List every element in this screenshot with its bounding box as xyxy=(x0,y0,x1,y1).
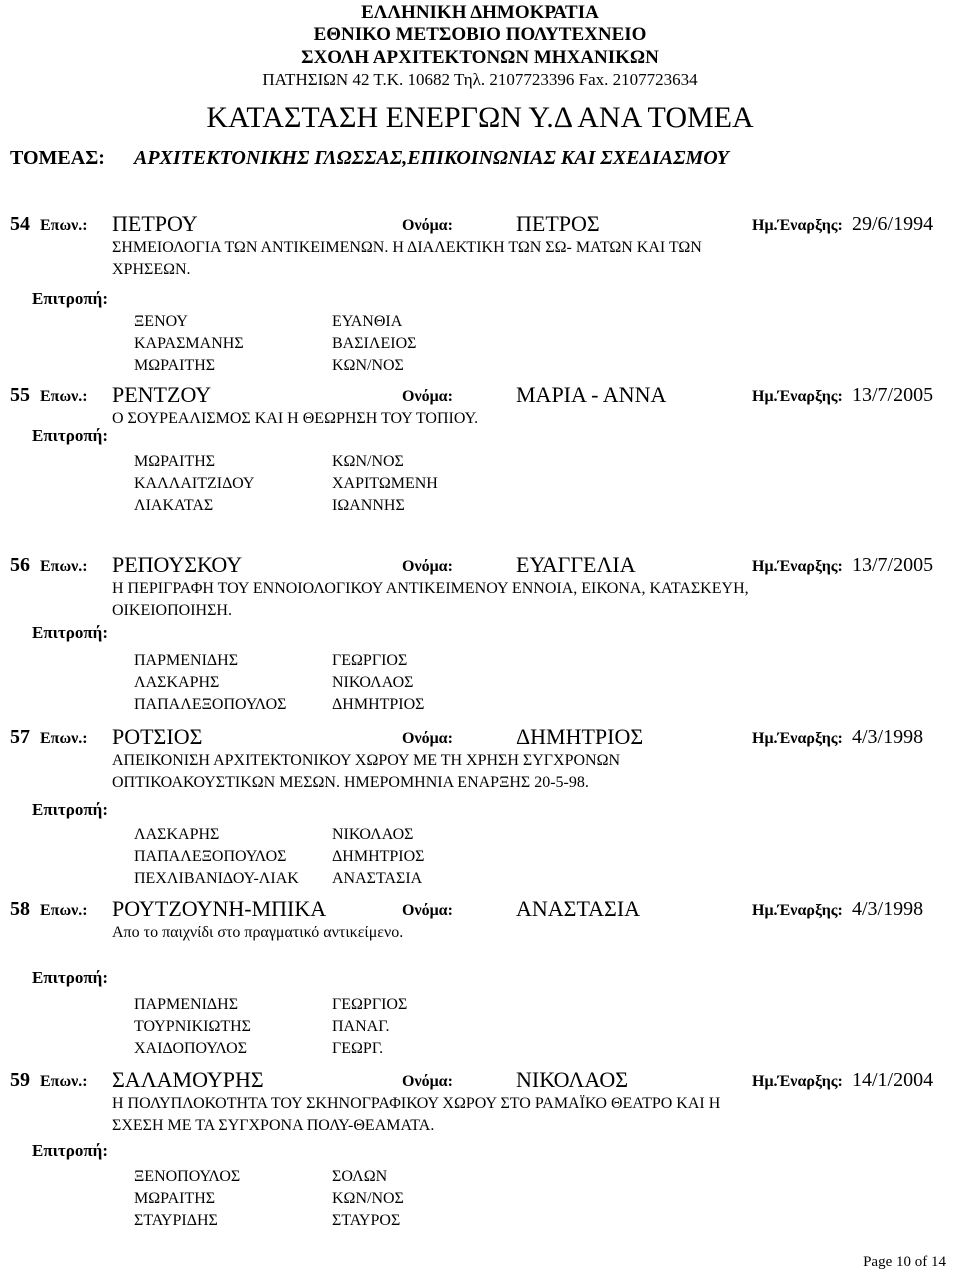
page-number: Page 10 of 14 xyxy=(863,1254,946,1270)
record-number: 58 xyxy=(10,898,30,920)
record-number: 56 xyxy=(10,554,30,576)
committee-member-surname: ΣΤΑΥΡΙΔΗΣ xyxy=(134,1212,218,1229)
committee-member-name: ΑΝΑΣΤΑΣΙΑ xyxy=(332,870,423,887)
committee-label: Επιτροπή: xyxy=(32,968,108,987)
committee-member-name: ΚΩΝ/ΝΟΣ xyxy=(332,357,404,374)
thesis-title-line: ΑΠΕΙΚΟΝΙΣΗ ΑΡΧΙΤΕΚΤΟΝΙΚΟΥ ΧΩΡΟΥ ΜΕ ΤΗ ΧΡΗΣΗ ΣΥΓΧΡΟΝΩΝ xyxy=(112,752,621,769)
thesis-title-line: ΟΙΚΕΙΟΠΟΙΗΣΗ. xyxy=(112,602,232,619)
committee-member-surname: ΠΑΡΜΕΝΙΔΗΣ xyxy=(134,996,239,1013)
committee-member-surname: ΜΩΡΑΙΤΗΣ xyxy=(134,1190,216,1207)
start-date-value: 29/6/1994 xyxy=(852,213,934,235)
surname-label: Επων.: xyxy=(40,388,88,405)
surname-label: Επων.: xyxy=(40,1073,88,1090)
committee-member-surname: ΞΕΝΟΥ xyxy=(134,313,188,330)
thesis-title-line: ΧΡΗΣΕΩΝ. xyxy=(112,261,191,278)
surname-value: ΠΕΤΡΟΥ xyxy=(112,211,198,236)
committee-member-surname: ΠΑΠΑΛΕΞΟΠΟΥΛΟΣ xyxy=(134,848,287,865)
name-value: ΕΥΑΓΓΕΛΙΑ xyxy=(516,552,636,577)
sector-label: ΤΟΜΕΑΣ: xyxy=(10,147,105,169)
committee-member-name: ΔΗΜΗΤΡΙΟΣ xyxy=(332,848,425,865)
thesis-title-line: ΣΗΜΕΙΟΛΟΓΙΑ ΤΩΝ ΑΝΤΙΚΕΙΜΕΝΩΝ. Η ΔΙΑΛΕΚΤΙΚΗ ΤΩΝ ΣΩ- ΜΑΤΩΝ ΚΑΙ ΤΩΝ xyxy=(112,239,702,256)
committee-member-surname: ΠΑΡΜΕΝΙΔΗΣ xyxy=(134,652,239,669)
committee-member-name: ΒΑΣΙΛΕΙΟΣ xyxy=(332,335,417,352)
record-number: 54 xyxy=(10,213,30,235)
committee-member-name: ΣΤΑΥΡΟΣ xyxy=(332,1212,401,1229)
committee-member-surname: ΠΕΧΛΙΒΑΝΙΔΟΥ-ΛΙΑΚ xyxy=(134,870,299,887)
committee-member-name: ΝΙΚΟΛΑΟΣ xyxy=(332,674,414,691)
record-number: 55 xyxy=(10,384,30,406)
surname-label: Επων.: xyxy=(40,217,88,234)
surname-value: ΡΟΥΤΖΟΥΝΗ-ΜΠΙΚΑ xyxy=(112,896,327,921)
surname-value: ΡΕΠΟΥΣΚΟΥ xyxy=(112,552,243,577)
start-date-value: 4/3/1998 xyxy=(852,726,924,748)
name-value: ΑΝΑΣΤΑΣΙΑ xyxy=(516,896,641,921)
committee-member-surname: ΚΑΛΛΑΙΤΖΙΔΟΥ xyxy=(134,475,255,492)
sector-value: ΑΡΧΙΤΕΚΤΟΝΙΚΗΣ ΓΛΩΣΣΑΣ,ΕΠΙΚΟΙΝΩΝΙΑΣ ΚΑΙ ΣΧΕΔΙΑΣΜΟΥ xyxy=(134,147,729,169)
committee-label: Επιτροπή: xyxy=(32,289,108,308)
record-number: 57 xyxy=(10,726,30,748)
start-date-value: 13/7/2005 xyxy=(852,554,934,576)
name-label: Ονόμα: xyxy=(402,1073,453,1090)
start-date-label: Ημ.Έναρξης: xyxy=(752,217,843,234)
start-date-value: 4/3/1998 xyxy=(852,898,924,920)
committee-label: Επιτροπή: xyxy=(32,426,108,445)
thesis-title-line: Απο το παιχνίδι στο πραγματικό αντικείμενο. xyxy=(112,924,404,941)
header-line-university: ΕΘΝΙΚΟ ΜΕΤΣΟΒΙΟ ΠΟΛΥΤΕΧΝΕΙΟ xyxy=(313,24,647,45)
header-address: ΠΑΤΗΣΙΩΝ 42 Τ.Κ. 10682 Τηλ. 2107723396 Fax. 2107723634 xyxy=(262,70,698,89)
report-title: ΚΑΤΑΣΤΑΣΗ ΕΝΕΡΓΩΝ Υ.Δ ΑΝΑ ΤΟΜΕΑ xyxy=(206,101,754,134)
name-label: Ονόμα: xyxy=(402,730,453,747)
surname-label: Επων.: xyxy=(40,558,88,575)
committee-member-surname: ΠΑΠΑΛΕΞΟΠΟΥΛΟΣ xyxy=(134,696,287,713)
surname-value: ΣΑΛΑΜΟΥΡΗΣ xyxy=(112,1067,264,1092)
thesis-title-line: ΣΧΕΣΗ ΜΕ ΤΑ ΣΥΓΧΡΟΝΑ ΠΟΛΥ-ΘΕΑΜΑΤΑ. xyxy=(112,1117,435,1134)
committee-member-name: ΔΗΜΗΤΡΙΟΣ xyxy=(332,696,425,713)
committee-member-surname: ΛΑΣΚΑΡΗΣ xyxy=(134,826,220,843)
thesis-title-line: Ο ΣΟΥΡΕΑΛΙΣΜΟΣ ΚΑΙ Η ΘΕΩΡΗΣΗ ΤΟΥ ΤΟΠΙΟΥ. xyxy=(112,410,479,427)
committee-member-name: ΓΕΩΡΓ. xyxy=(332,1040,384,1057)
start-date-value: 14/1/2004 xyxy=(852,1069,934,1091)
record xyxy=(0,383,960,553)
committee-member-name: ΚΩΝ/ΝΟΣ xyxy=(332,1190,404,1207)
committee-member-surname: ΛΙΑΚΑΤΑΣ xyxy=(134,497,214,514)
record xyxy=(0,212,960,382)
surname-label: Επων.: xyxy=(40,730,88,747)
name-label: Ονόμα: xyxy=(402,217,453,234)
committee-member-surname: ΞΕΝΟΠΟΥΛΟΣ xyxy=(134,1168,241,1185)
name-label: Ονόμα: xyxy=(402,388,453,405)
committee-member-name: ΕΥΑΝΘΙΑ xyxy=(332,313,403,330)
name-value: ΝΙΚΟΛΑΟΣ xyxy=(516,1067,629,1092)
committee-member-name: ΙΩΑΝΝΗΣ xyxy=(332,497,405,514)
start-date-label: Ημ.Έναρξης: xyxy=(752,902,843,919)
header-line-school: ΣΧΟΛΗ ΑΡΧΙΤΕΚΤΟΝΩΝ ΜΗΧΑΝΙΚΩΝ xyxy=(301,47,659,68)
committee-member-surname: ΤΟΥΡΝΙΚΙΩΤΗΣ xyxy=(134,1018,251,1035)
name-value: ΠΕΤΡΟΣ xyxy=(516,211,600,236)
committee-label: Επιτροπή: xyxy=(32,1141,108,1160)
surname-value: ΡΕΝΤΖΟΥ xyxy=(112,382,212,407)
thesis-title-line: Η ΠΕΡΙΓΡΑΦΗ ΤΟΥ ΕΝΝΟΙΟΛΟΓΙΚΟΥ ΑΝΤΙΚΕΙΜΕΝΟΥ ΕΝΝΟΙΑ, ΕΙΚΟΝΑ, ΚΑΤΑΣΚΕΥΗ, xyxy=(112,580,749,597)
committee-member-name: ΝΙΚΟΛΑΟΣ xyxy=(332,826,414,843)
committee-member-surname: ΧΑΙΔΟΠΟΥΛΟΣ xyxy=(134,1040,248,1057)
committee-member-surname: ΜΩΡΑΙΤΗΣ xyxy=(134,357,216,374)
committee-member-surname: ΚΑΡΑΣΜΑΝΗΣ xyxy=(134,335,244,352)
record xyxy=(0,897,960,1067)
surname-label: Επων.: xyxy=(40,902,88,919)
start-date-value: 13/7/2005 xyxy=(852,384,934,406)
committee-member-name: ΚΩΝ/ΝΟΣ xyxy=(332,453,404,470)
start-date-label: Ημ.Έναρξης: xyxy=(752,730,843,747)
committee-label: Επιτροπή: xyxy=(32,800,108,819)
record-number: 59 xyxy=(10,1069,30,1091)
record xyxy=(0,553,960,723)
surname-value: ΡΟΤΣΙΟΣ xyxy=(112,724,203,749)
committee-member-name: ΓΕΩΡΓΙΟΣ xyxy=(332,996,408,1013)
thesis-title-line: Η ΠΟΛΥΠΛΟΚΟΤΗΤΑ ΤΟΥ ΣΚΗΝΟΓΡΑΦΙΚΟΥ ΧΩΡΟΥ ΣΤΟ ΡΑΜΑΪΚΟ ΘΕΑΤΡΟ ΚΑΙ Η xyxy=(112,1095,721,1112)
record xyxy=(0,725,960,895)
committee-label: Επιτροπή: xyxy=(32,623,108,642)
header-line-republic: ΕΛΛΗΝΙΚΗ ΔΗΜΟΚΡΑΤΙΑ xyxy=(361,2,599,23)
name-label: Ονόμα: xyxy=(402,902,453,919)
committee-member-name: ΧΑΡΙΤΩΜΕΝΗ xyxy=(332,475,438,492)
record xyxy=(0,1068,960,1238)
name-label: Ονόμα: xyxy=(402,558,453,575)
name-value: ΜΑΡΙΑ - ΑΝΝΑ xyxy=(516,382,667,407)
name-value: ΔΗΜΗΤΡΙΟΣ xyxy=(516,724,644,749)
committee-member-surname: ΛΑΣΚΑΡΗΣ xyxy=(134,674,220,691)
start-date-label: Ημ.Έναρξης: xyxy=(752,558,843,575)
start-date-label: Ημ.Έναρξης: xyxy=(752,388,843,405)
committee-member-surname: ΜΩΡΑΙΤΗΣ xyxy=(134,453,216,470)
committee-member-name: ΠΑΝΑΓ. xyxy=(332,1018,390,1035)
start-date-label: Ημ.Έναρξης: xyxy=(752,1073,843,1090)
committee-member-name: ΣΟΛΩΝ xyxy=(332,1168,388,1185)
committee-member-name: ΓΕΩΡΓΙΟΣ xyxy=(332,652,408,669)
thesis-title-line: ΟΠΤΙΚΟΑΚΟΥΣΤΙΚΩΝ ΜΕΣΩΝ. ΗΜΕΡΟΜΗΝΙΑ ΕΝΑΡΞΗΣ 20-5-98. xyxy=(112,774,589,791)
